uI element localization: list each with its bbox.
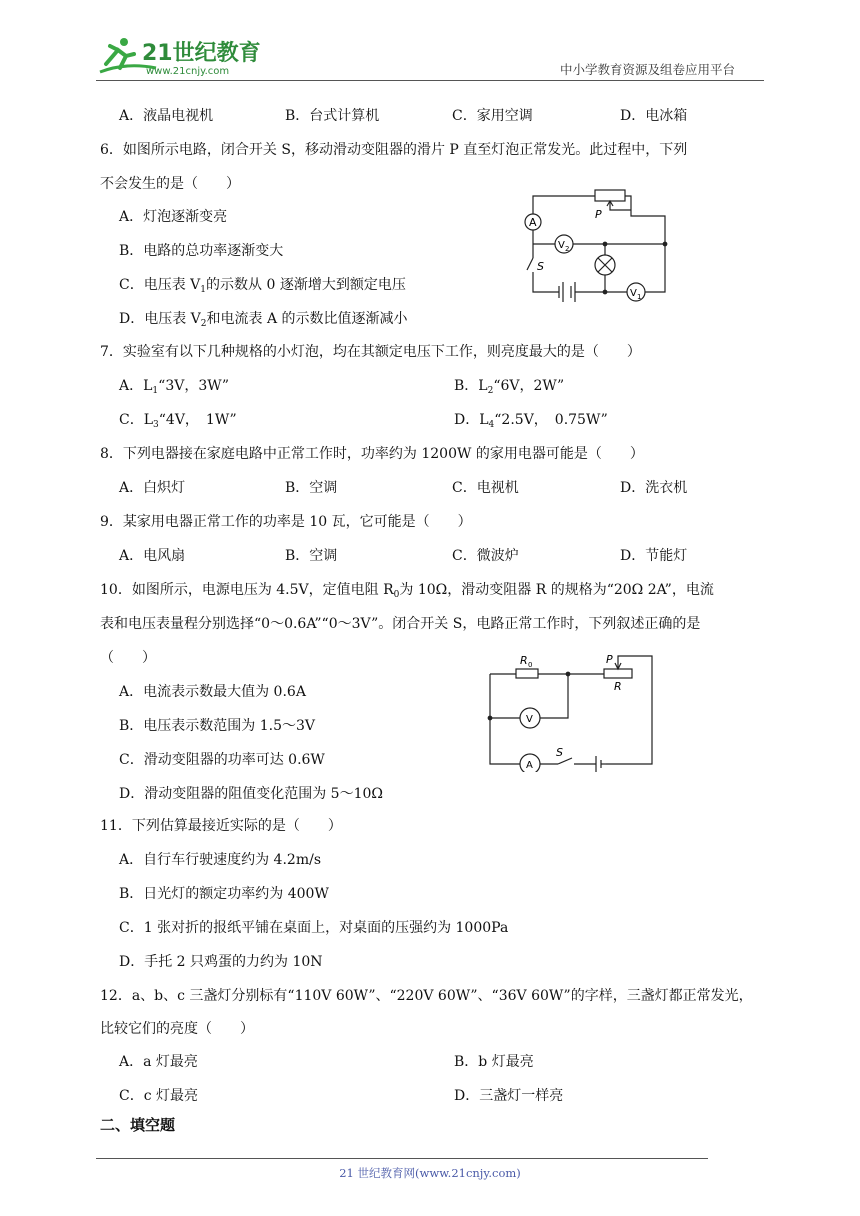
q9-stem: 9．某家用电器正常工作的功率是 10 瓦，它可能是（ ） — [100, 514, 472, 530]
q8-option-c: C．电视机 — [452, 480, 519, 496]
q5-option-c: C．家用空调 — [452, 108, 533, 124]
q9-option-d: D．节能灯 — [620, 548, 688, 564]
q11-stem: 11．下列估算最接近实际的是（ ） — [100, 818, 342, 834]
q10-a-label: A — [526, 760, 533, 771]
q10-r-label: R — [614, 680, 622, 693]
q6-switch-label: S — [537, 260, 544, 273]
q10-option-c: C．滑动变阻器的功率可达 0.6W — [119, 752, 325, 768]
q9-option-a: A．电风扇 — [119, 548, 186, 564]
q9-option-c: C．微波炉 — [452, 548, 519, 564]
q11-option-a: A．自行车行驶速度约为 4.2m/s — [119, 852, 322, 868]
q9-option-b: B．空调 — [285, 548, 338, 564]
q10-v-label: V — [526, 714, 533, 725]
q8-option-a: A．白炽灯 — [119, 480, 186, 496]
q5-option-d: D．电冰箱 — [620, 108, 688, 124]
q11-option-c: C．1 张对折的报纸平铺在桌面上，对桌面的压强约为 1000Pa — [119, 920, 509, 936]
header-platform-text: 中小学教育资源及组卷应用平台 — [560, 62, 736, 77]
q10-stem-line3: （ ） — [100, 650, 156, 666]
q12-option-b: B．b 灯最亮 — [454, 1054, 534, 1070]
q10-circuit-diagram — [484, 646, 660, 772]
footer-site-text: 21 世纪教育网(www.21cnjy.com) — [339, 1166, 521, 1180]
q6-v1-sub: 1 — [637, 293, 642, 301]
q12-stem-line2: 比较它们的亮度（ ） — [100, 1021, 254, 1037]
q10-r0-sub: 0 — [528, 661, 533, 669]
q6-stem-line1: 6．如图所示电路，闭合开关 S，移动滑动变阻器的滑片 P 直至灯泡正常发光。此过程中，下列 — [100, 142, 688, 158]
q10-option-b: B．电压表示数范围为 1.5～3V — [119, 718, 316, 734]
q7-option-a: A．$L_1“3V$，3W” — [119, 378, 230, 396]
q6-option-c: C．电压表 $V_1$的示数从 0 逐渐增大到额定电压 — [119, 277, 406, 295]
q5-option-a: A．液晶电视机 — [119, 108, 214, 124]
q7-option-d: D．$L_4“2.5V$， 0.75W” — [454, 412, 608, 430]
q5-option-b: B．台式计算机 — [285, 108, 380, 124]
q10-option-a: A．电流表示数最大值为 0.6A — [119, 684, 306, 700]
q6-circuit-diagram — [515, 186, 675, 304]
q10-option-d: D．滑动变阻器的阻值变化范围为 5～10Ω — [119, 786, 384, 802]
q12-stem-line1: 12．a、b、c 三盏灯分别标有“110V 60W”、“220V 60W”、“36V 60W”的字样，三盏灯都正常发光， — [100, 988, 753, 1004]
q10-stem-line1: 10．如图所示，电源电压为 4.5V，定值电阻 $R_0$为 10Ω，滑动变阻器 R 的规格为“20Ω 2A”，电流 — [100, 582, 714, 600]
q10-r0-label: R — [520, 654, 528, 667]
q11-option-b: B．日光灯的额定功率约为 400W — [119, 886, 329, 902]
q11-option-d: D．手托 2 只鸡蛋的力约为 10N — [119, 954, 323, 970]
q12-option-c: C．c 灯最亮 — [119, 1088, 199, 1104]
footer-divider — [96, 1158, 708, 1159]
q6-v2-label: V — [558, 240, 565, 251]
q12-option-d: D．三盏灯一样亮 — [454, 1088, 564, 1104]
q6-v2-sub: 2 — [565, 245, 570, 253]
q6-v1-label: V — [630, 288, 637, 299]
q12-option-a: A．a 灯最亮 — [119, 1054, 198, 1070]
logo-text: 21世纪教育 — [142, 41, 261, 66]
q6-stem-line2: 不会发生的是（ ） — [100, 176, 240, 192]
q6-option-a: A．灯泡逐渐变亮 — [119, 209, 228, 225]
q10-stem-line2: 表和电压表量程分别选择“0～0.6A”“0～3V”。闭合开关 S，电路正常工作时，下列叙述正确的是 — [100, 616, 701, 632]
q7-option-c: C．$L_3“4V$， 1W” — [119, 412, 237, 430]
logo-url: www.21cnjy.com — [146, 66, 230, 77]
q10-p-label: P — [606, 653, 613, 666]
header-divider — [96, 80, 764, 81]
q6-option-b: B．电路的总功率逐渐变大 — [119, 243, 284, 259]
section-fill-in-title: 二、填空题 — [100, 1116, 176, 1134]
q6-option-d: D．电压表 $V_2$和电流表 A 的示数比值逐渐减小 — [119, 311, 408, 329]
q6-ammeter-label: A — [529, 216, 537, 229]
q8-stem: 8．下列电器接在家庭电路中正常工作时，功率约为 1200W 的家用电器可能是（ ） — [100, 446, 644, 462]
q7-option-b: B．$L_2“6V$，2W” — [454, 378, 565, 396]
logo-runner-icon — [96, 34, 266, 78]
q8-option-b: B．空调 — [285, 480, 338, 496]
site-logo — [96, 34, 266, 78]
q6-slider-label: P — [595, 208, 602, 221]
q7-stem: 7．实验室有以下几种规格的小灯泡，均在其额定电压下工作，则亮度最大的是（ ） — [100, 344, 641, 360]
q8-option-d: D．洗衣机 — [620, 480, 688, 496]
q10-s-label: S — [556, 746, 563, 759]
